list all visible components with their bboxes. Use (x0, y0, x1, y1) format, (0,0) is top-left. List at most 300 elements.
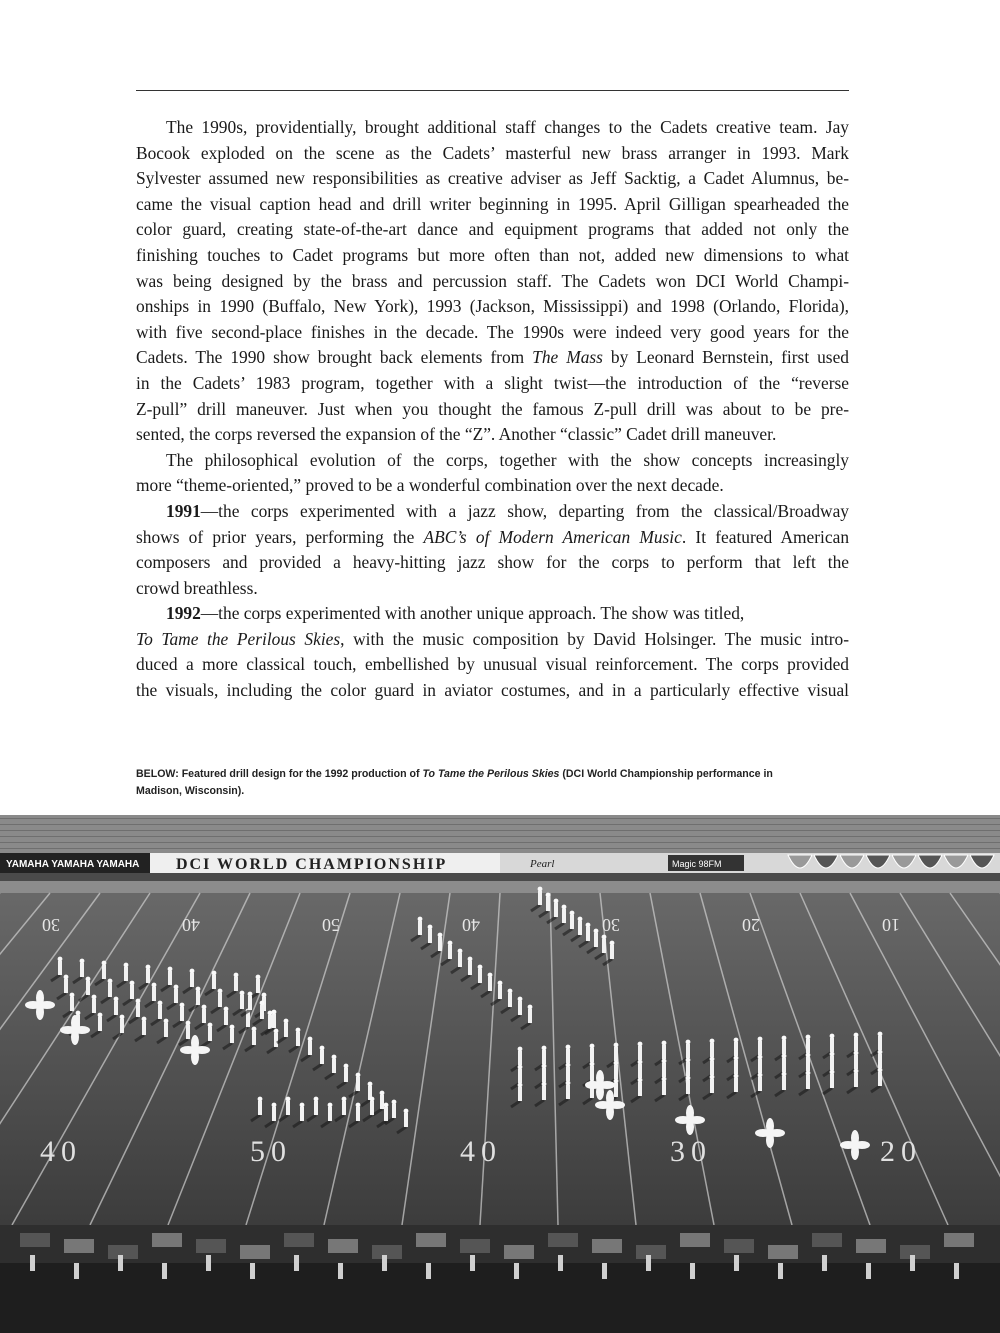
pit-instrument (592, 1239, 622, 1253)
performer (830, 1074, 834, 1088)
performer-head (152, 983, 157, 988)
pit-member (514, 1263, 519, 1279)
performer-head (566, 1081, 571, 1086)
text-line (136, 627, 849, 653)
performer (538, 891, 542, 905)
performer (830, 1038, 834, 1052)
performer-head (102, 961, 107, 966)
performer-head (782, 1036, 787, 1041)
performer-head (542, 1082, 547, 1087)
text-line: onships in 1990 (Buffalo, New York), 1993 (Jackson, Mississippi) and 1998 (Orlando, Florida), (136, 296, 849, 317)
performer (332, 1059, 336, 1073)
performer (142, 1021, 146, 1035)
performer-head (130, 981, 135, 986)
performer-head (734, 1074, 739, 1079)
performer-head (124, 963, 129, 968)
paragraph-1990s (136, 115, 849, 448)
pit-instrument (944, 1233, 974, 1247)
performer-head (120, 1015, 125, 1020)
performer-head (854, 1069, 859, 1074)
performer-head (98, 1013, 103, 1018)
performer-head (146, 965, 151, 970)
stadium-field-photo (0, 815, 1000, 1333)
text-segment: by Leonard Bernstein, first used (602, 347, 849, 368)
performer (586, 927, 590, 941)
performer (758, 1041, 762, 1055)
performer-head (114, 997, 119, 1002)
yard-number: 40 (460, 1135, 502, 1168)
yard-number: 50 (250, 1135, 292, 1168)
performer (734, 1078, 738, 1092)
pit-instrument (240, 1245, 270, 1259)
performer (246, 1013, 250, 1027)
performer-head (190, 969, 195, 974)
performer-head (686, 1058, 691, 1063)
pit-member (250, 1263, 255, 1279)
performer (782, 1058, 786, 1072)
performer-head (448, 941, 453, 946)
pit-member (30, 1255, 35, 1271)
performer (328, 1107, 332, 1121)
performer (878, 1072, 882, 1086)
performer (806, 1075, 810, 1089)
performer (878, 1036, 882, 1050)
performer-head (734, 1056, 739, 1061)
performer-head (392, 1100, 397, 1105)
text-line: Z-pull” drill maneuver. Just when you thought the famous Z-pull drill was about to be pre- (136, 398, 849, 419)
text-line: composers and provided a heavy-hitting jazz show for the corps to perform that left the (136, 552, 849, 573)
performer-head (782, 1072, 787, 1077)
performer (438, 937, 442, 951)
performer-head (202, 1005, 207, 1010)
performer (662, 1081, 666, 1095)
performer (164, 1023, 168, 1037)
pinwheel-blade (595, 1101, 611, 1109)
performer-head (638, 1078, 643, 1083)
performer-head (518, 1065, 523, 1070)
pit-instrument (196, 1239, 226, 1253)
performer (542, 1050, 546, 1064)
performer (308, 1041, 312, 1055)
performer (758, 1059, 762, 1073)
text-line: color guard, creating state-of-the-art dance and equipment programs that added not only the (136, 219, 849, 240)
performer (268, 1015, 272, 1029)
performer-head (478, 965, 483, 970)
pit-member (118, 1255, 123, 1271)
performer (458, 953, 462, 967)
performer (260, 1005, 264, 1019)
caption-prefix: BELOW: Featured drill design for the 1992 production of (136, 768, 423, 780)
performer-head (438, 933, 443, 938)
performer (518, 1069, 522, 1083)
football-field (0, 881, 1000, 1225)
performer (120, 1019, 124, 1033)
performer-head (252, 1027, 257, 1032)
text-segment: —the corps experimented with another unique approach. The show was titled, (200, 603, 745, 624)
performer (854, 1073, 858, 1087)
performer-head (854, 1051, 859, 1056)
stadium-stands (0, 815, 1000, 853)
pit-member (162, 1263, 167, 1279)
performer-head (308, 1037, 313, 1042)
pinwheel-blade (675, 1116, 691, 1124)
yard-number: 40 (40, 1135, 82, 1168)
performer (384, 1107, 388, 1121)
performer-head (614, 1061, 619, 1066)
performer (594, 933, 598, 947)
pit-instrument (284, 1233, 314, 1247)
performer (498, 985, 502, 999)
pit-instrument (768, 1245, 798, 1259)
performer (662, 1063, 666, 1077)
performer-head (428, 925, 433, 930)
yard-number: 30 (670, 1135, 712, 1168)
pinwheel-blade (180, 1046, 196, 1054)
performer (124, 967, 128, 981)
performer (488, 977, 492, 991)
performer-head (328, 1103, 333, 1108)
pit-instrument (724, 1239, 754, 1253)
performer (508, 993, 512, 1007)
yard-number: 20 (742, 915, 760, 935)
performer-head (256, 975, 261, 980)
performer-head (248, 992, 253, 997)
performer (686, 1044, 690, 1058)
performer-head (332, 1055, 337, 1060)
performer (686, 1062, 690, 1076)
performer-head (566, 1063, 571, 1068)
performer-head (518, 997, 523, 1002)
text-line: the visuals, including the color guard in aviator costumes, and in a particularly effective visual (136, 680, 849, 701)
pit-instrument (460, 1239, 490, 1253)
banner-text: DCI WORLD CHAMPIONSHIP (176, 856, 448, 873)
pit-member (910, 1255, 915, 1271)
performer-head (878, 1050, 883, 1055)
yard-number: 50 (322, 915, 340, 935)
pit-instrument (20, 1233, 50, 1247)
performer-head (638, 1060, 643, 1065)
text-line: with five second-place finishes in the decade. The 1990s were indeed very good years for the (136, 321, 849, 342)
performer-head (508, 989, 513, 994)
performer (518, 1087, 522, 1101)
performer-head (566, 1045, 571, 1050)
performer (168, 971, 172, 985)
performer-head (518, 1083, 523, 1088)
performer (284, 1023, 288, 1037)
pit-instrument (504, 1245, 534, 1259)
performer-head (108, 979, 113, 984)
performer-head (662, 1041, 667, 1046)
performer (878, 1054, 882, 1068)
text-line: more “theme-oriented,” proved to be a wonderful combination over the next decade. (136, 475, 724, 496)
performer-head (260, 1001, 265, 1006)
pit-member (206, 1255, 211, 1271)
performer (296, 1032, 300, 1046)
performer (174, 989, 178, 1003)
pit-member (646, 1255, 651, 1271)
performer-head (806, 1035, 811, 1040)
sponsor-radio: Magic 98FM (672, 859, 722, 869)
performer (130, 985, 134, 999)
performer-head (70, 993, 75, 998)
performer (590, 1066, 594, 1080)
pinwheel-blade (25, 1001, 41, 1009)
performer-head (230, 1025, 235, 1030)
pit-instrument (548, 1233, 578, 1247)
performer (256, 979, 260, 993)
performer (356, 1077, 360, 1091)
performer (380, 1095, 384, 1109)
performer-head (142, 1017, 147, 1022)
performer (356, 1107, 360, 1121)
performer-head (320, 1046, 325, 1051)
performer (528, 1009, 532, 1023)
pit-instrument (856, 1239, 886, 1253)
yard-number: 40 (182, 915, 200, 935)
performer (152, 987, 156, 1001)
performer-head (554, 899, 559, 904)
performer (566, 1085, 570, 1099)
performer (86, 981, 90, 995)
performer (314, 1101, 318, 1115)
performer (274, 1033, 278, 1047)
text-line: sented, the corps reversed the expansion of the “Z”. Another “classic” Cadet drill maneuver. (136, 424, 777, 445)
yard-number: 10 (882, 915, 900, 935)
performer (570, 915, 574, 929)
text-line: The 1990s, providentially, brought additional staff changes to the Cadets creative team. Jay (166, 117, 849, 137)
performer (186, 1025, 190, 1039)
yard-number: 40 (462, 915, 480, 935)
performer-head (234, 973, 239, 978)
year-label: 1991 (166, 500, 201, 521)
performer-head (590, 1044, 595, 1049)
text-line: crowd breathless. (136, 577, 258, 598)
work-title: ABC’s of Modern American Music (423, 526, 682, 547)
performer (638, 1082, 642, 1096)
performer (180, 1007, 184, 1021)
performer (320, 1050, 324, 1064)
pit-member (74, 1263, 79, 1279)
text-line: The philosophical evolution of the corps, together with the show concepts increasingly (166, 449, 849, 470)
performer (546, 897, 550, 911)
performer-head (208, 1023, 213, 1028)
performer-head (830, 1052, 835, 1057)
pinwheel-blade (60, 1026, 76, 1034)
track-area (0, 1263, 1000, 1333)
performer (758, 1077, 762, 1091)
performer-head (272, 1010, 277, 1015)
performer (252, 1031, 256, 1045)
performer-head (710, 1075, 715, 1080)
pit-member (734, 1255, 739, 1271)
performer-head (64, 975, 69, 980)
performer-head (594, 929, 599, 934)
performer-head (196, 987, 201, 992)
performer (782, 1076, 786, 1090)
performer (64, 979, 68, 993)
performer (240, 995, 244, 1009)
performer-head (758, 1073, 763, 1078)
performer (80, 963, 84, 977)
performer (518, 1051, 522, 1065)
pit-instrument (328, 1239, 358, 1253)
performer-head (86, 977, 91, 982)
performer-head (570, 911, 575, 916)
text-line (136, 345, 849, 371)
performer-head (174, 985, 179, 990)
performer (806, 1039, 810, 1053)
paragraph-philosophy (136, 448, 849, 499)
performer (102, 965, 106, 979)
performer (190, 973, 194, 987)
performer (196, 991, 200, 1005)
performer-head (384, 1103, 389, 1108)
performer-head (614, 1079, 619, 1084)
performer-head (284, 1019, 289, 1024)
caption-suffix: (DCI World Championship performance in (559, 768, 773, 780)
pit-member (954, 1263, 959, 1279)
performer-head (488, 973, 493, 978)
performer (230, 1029, 234, 1043)
performer-head (262, 993, 267, 998)
performer (342, 1101, 346, 1115)
text-line (136, 525, 849, 551)
performer (136, 1003, 140, 1017)
performer-head (342, 1097, 347, 1102)
performer (562, 909, 566, 923)
performer-head (758, 1055, 763, 1060)
header-rule (136, 90, 849, 91)
work-title: To Tame the Perilous Skies (136, 628, 341, 649)
performer-head (734, 1038, 739, 1043)
performer-head (258, 1097, 263, 1102)
performer-head (542, 1064, 547, 1069)
text-segment: —the corps experimented with a jazz show, departing from the classical/Broadway (200, 500, 849, 521)
performer (662, 1045, 666, 1059)
sponsor-text: YAMAHA YAMAHA YAMAHA (6, 859, 140, 870)
performer-head (404, 1109, 409, 1114)
performer (418, 921, 422, 935)
performer-head (610, 941, 615, 946)
performer (108, 983, 112, 997)
yard-number: 30 (602, 915, 620, 935)
sponsor-pearl: Pearl (530, 858, 555, 870)
performer-head (586, 923, 591, 928)
performer (806, 1057, 810, 1071)
work-title: The Mass (532, 347, 603, 368)
performer-head (602, 935, 607, 940)
performer (710, 1079, 714, 1093)
pit-member (382, 1255, 387, 1271)
performer-head (418, 917, 423, 922)
text-segment: , with the music composition by David Holsinger. The music intro- (340, 628, 850, 649)
performer (734, 1042, 738, 1056)
performer-head (830, 1070, 835, 1075)
yard-number: 30 (42, 915, 60, 935)
text-segment: shows of prior years, performing the (136, 526, 424, 547)
performer-head (240, 991, 245, 996)
performer (638, 1046, 642, 1060)
performer-head (268, 1011, 273, 1016)
performer (542, 1068, 546, 1082)
performer-head (168, 967, 173, 972)
performer (300, 1107, 304, 1121)
paragraph-1992 (136, 601, 849, 703)
performer-head (758, 1037, 763, 1042)
performer-head (528, 1005, 533, 1010)
performer (554, 903, 558, 917)
performer-head (76, 1011, 81, 1016)
photo-caption (136, 766, 849, 800)
year-label: 1992 (166, 603, 201, 624)
performer-head (710, 1057, 715, 1062)
pinwheel-blade (585, 1081, 601, 1089)
performer-head (80, 959, 85, 964)
performer-head (662, 1077, 667, 1082)
performer (92, 999, 96, 1013)
performer-head (314, 1097, 319, 1102)
performer (224, 1011, 228, 1025)
performer-head (638, 1042, 643, 1047)
performer (370, 1101, 374, 1115)
performer-head (562, 905, 567, 910)
pit-instrument (812, 1233, 842, 1247)
performer-head (158, 1001, 163, 1006)
performer (518, 1001, 522, 1015)
performer (734, 1060, 738, 1074)
performer (344, 1068, 348, 1082)
pinwheel-blade (840, 1141, 856, 1149)
performer-head (212, 971, 217, 976)
performer (286, 1101, 290, 1115)
performer-head (578, 917, 583, 922)
performer-head (356, 1103, 361, 1108)
pit-member (294, 1255, 299, 1271)
performer-head (164, 1019, 169, 1024)
performer (638, 1064, 642, 1078)
performer-head (356, 1073, 361, 1078)
caption-location: Madison, Wisconsin). (136, 785, 245, 797)
performer-head (92, 995, 97, 1000)
performer (468, 961, 472, 975)
performer-head (368, 1082, 373, 1087)
performer-head (854, 1033, 859, 1038)
performer-head (590, 1062, 595, 1067)
performer (710, 1043, 714, 1057)
text-line: Sylvester assumed new responsibilities as creative adviser as Jeff Sacktig, a Cadet Alumnus, be- (136, 168, 849, 189)
performer-head (686, 1040, 691, 1045)
yard-number: 20 (880, 1135, 922, 1168)
performer (114, 1001, 118, 1015)
paragraph-1991 (136, 499, 849, 601)
pit-member (866, 1263, 871, 1279)
performer (234, 977, 238, 991)
performer (146, 969, 150, 983)
performer-head (518, 1047, 523, 1052)
performer (478, 969, 482, 983)
body-text (136, 115, 849, 704)
performer-head (710, 1039, 715, 1044)
performer-head (806, 1053, 811, 1058)
performer (218, 993, 222, 1007)
performer (782, 1040, 786, 1054)
performer (578, 921, 582, 935)
performer-head (878, 1068, 883, 1073)
performer-head (186, 1021, 191, 1026)
performer-head (58, 957, 63, 962)
performer (212, 975, 216, 989)
performer-head (782, 1054, 787, 1059)
